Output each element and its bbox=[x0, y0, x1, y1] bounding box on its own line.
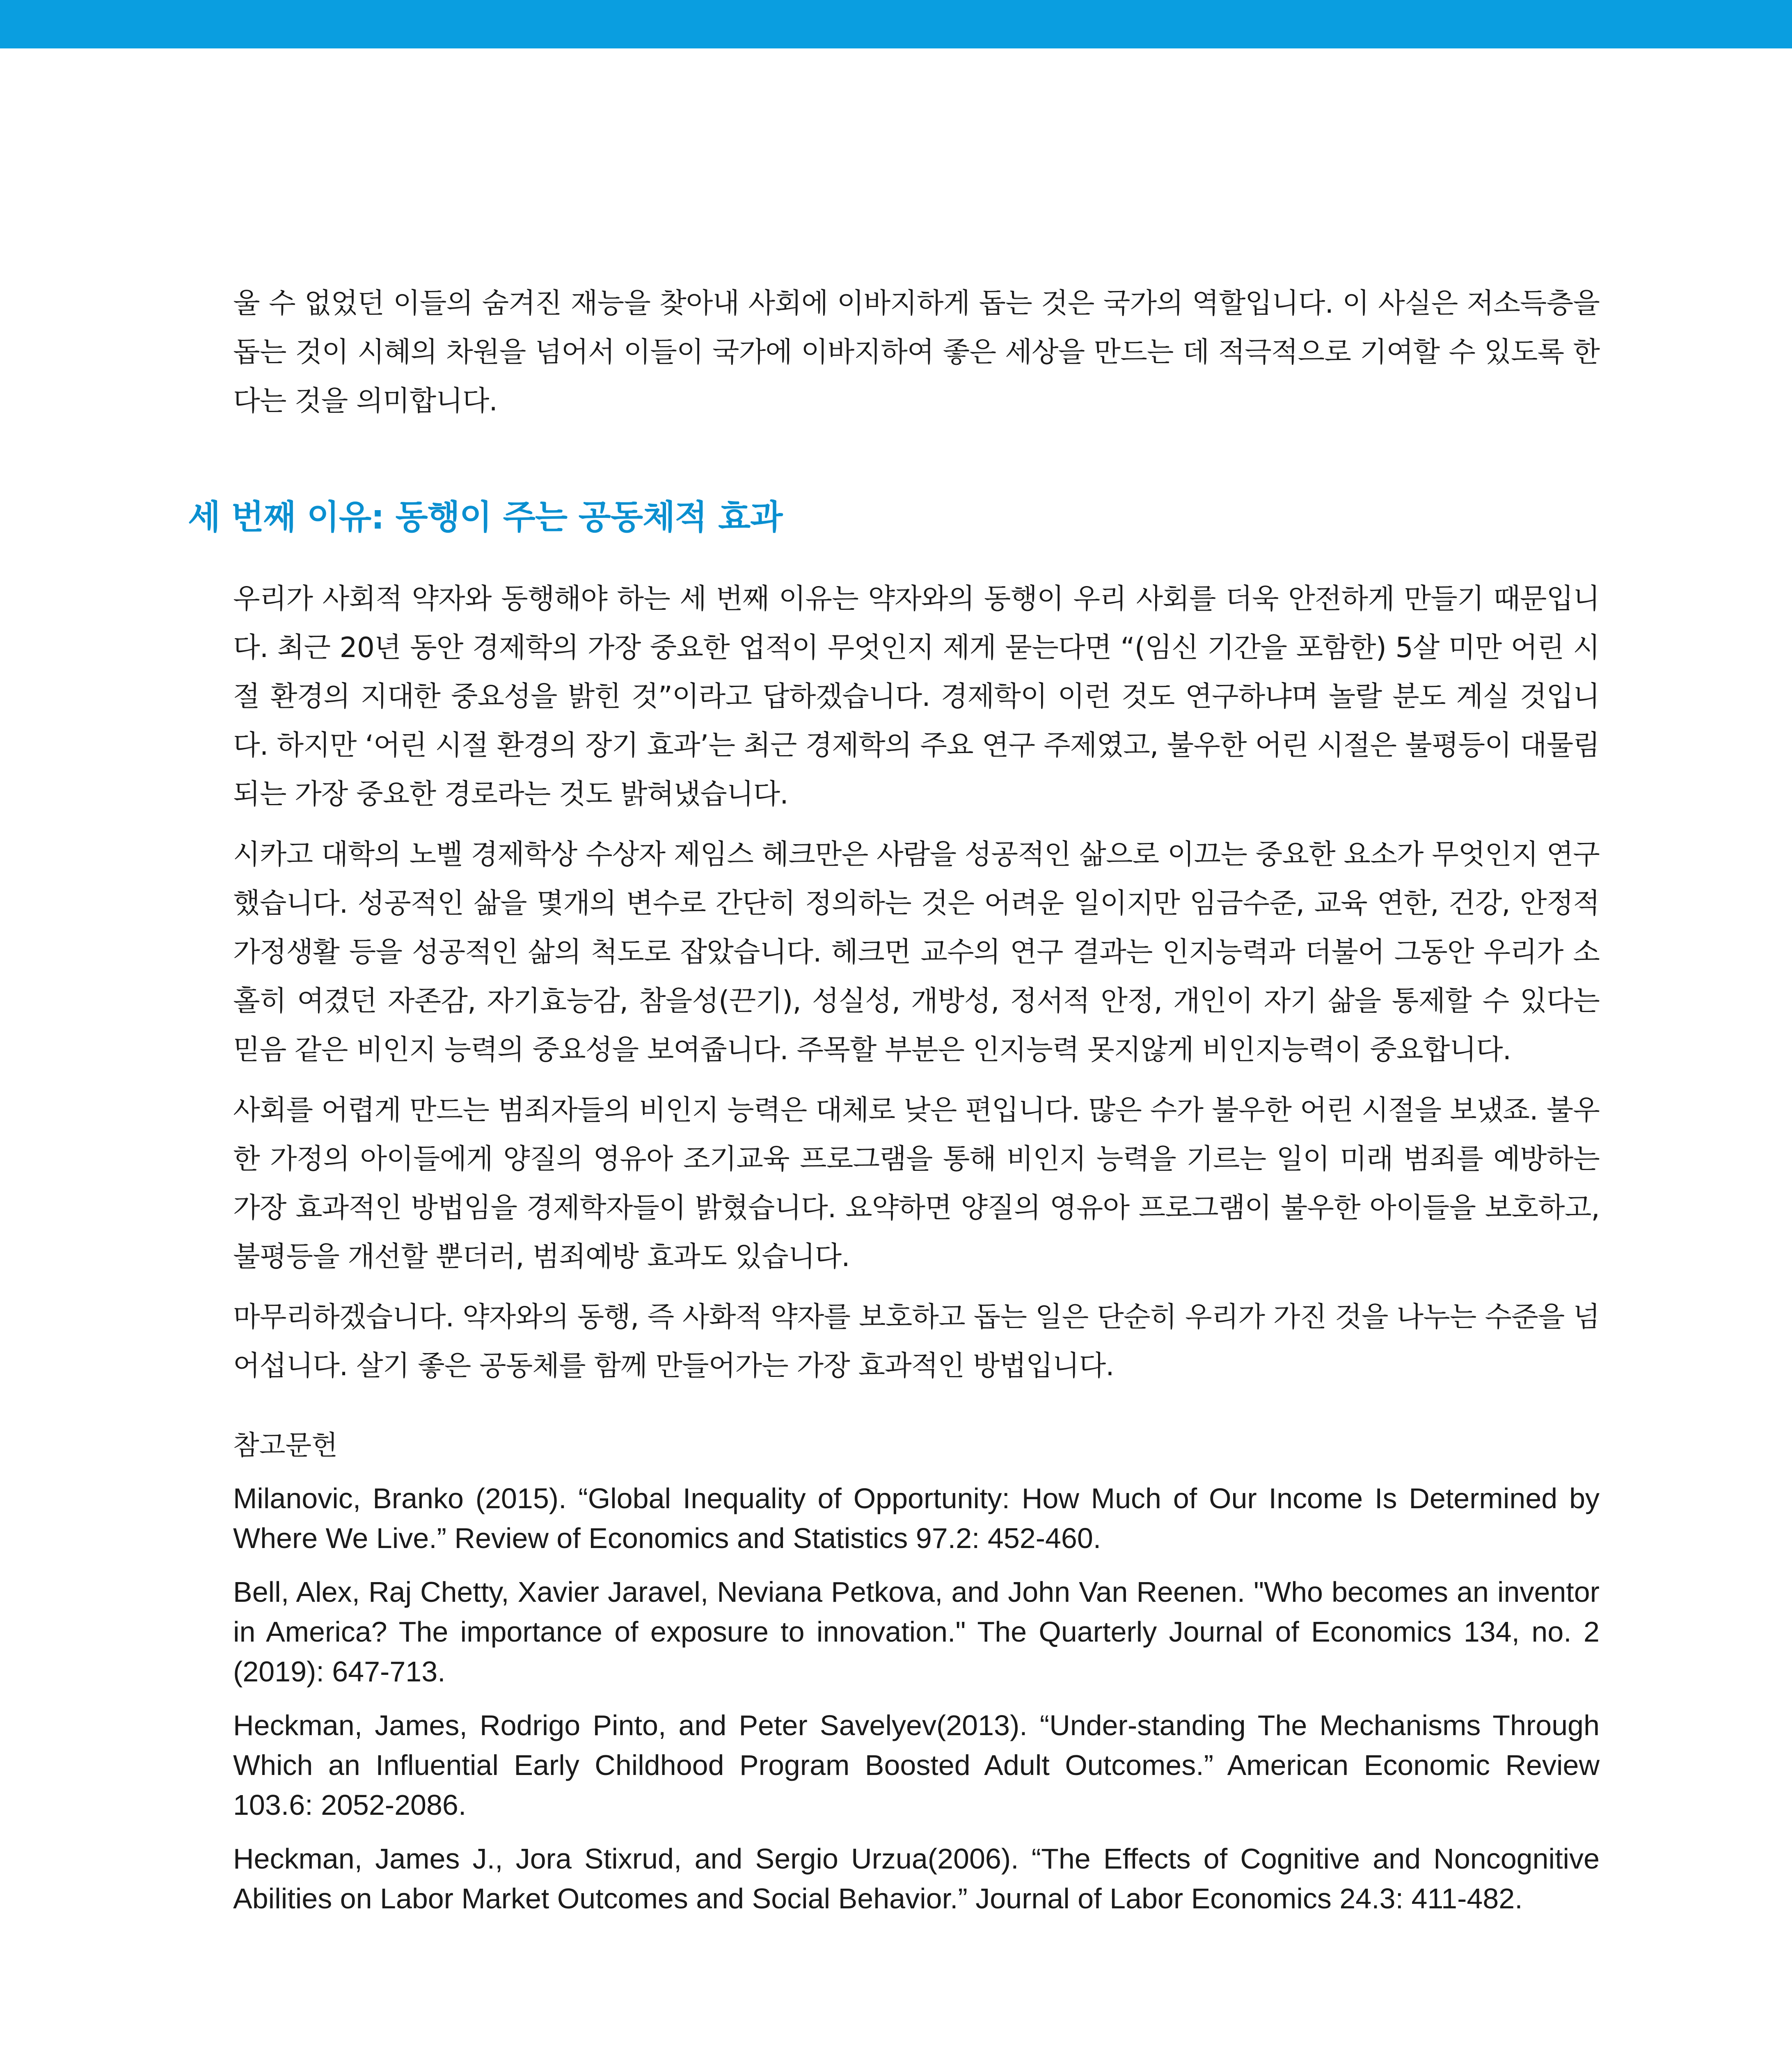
article-body bbox=[233, 279, 1600, 437]
reference-item: Heckman, James J., Jora Stixrud, and Sergio Urzua(2006). “The Effects of Cognitive and Noncognitive Abilities on Labor Market Outcomes and Social Behavior.” Journal of Labor Economics 24.3: 411-482. bbox=[233, 1843, 1600, 1915]
paragraph: 사회를 어렵게 만드는 범죄자들의 비인지 능력은 대체로 낮은 편입니다. 많은 수가 불우한 어린 시절을 보냈죠. 불우한 가정의 아이들에게 양질의 영유아 조기교육 프로그램을 통해 비인지 능력을 기르는 일이 미래 범죄를 예방하는 가장 효과적인 방법임을 경제학자들이 밝혔습니다. 요약하면 양질의 영유아 프로그램이 불우한 아이들을 보호하고, 불평등을 개선할 뿐더러, 범죄예방 효과도 있습니다. bbox=[233, 1094, 1600, 1273]
reference-item: Milanovic, Branko (2015). “Global Inequality of Opportunity: How Much of Our Income Is Determined by Where We Live.” Review of Economics and Statistics 97.2: 452-460. bbox=[233, 1482, 1600, 1554]
section-title: 세 번째 이유: 동행이 주는 공동체적 효과 bbox=[188, 498, 783, 537]
paragraph: 우리가 사회적 약자와 동행해야 하는 세 번째 이유는 약자와의 동행이 우리 사회를 더욱 안전하게 만들기 때문입니다. 최근 20년 동안 경제학의 가장 중요한 업적이 무엇인지 제게 묻는다면 “(임신 기간을 포함한) 5살 미만 어린 시절 환경의 지대한 중요성을 밝힌 것”이라고 답하겠습니다. 경제학이 이런 것도 연구하냐며 놀랄 분도 계실 것입니다. 하지만 ‘어린 시절 환경의 장기 효과’는 최근 경제학의 주요 연구 주제였고, 불우한 어린 시절은 불평등이 대물림되는 가장 중요한 경로라는 것도 밝혀냈습니다. bbox=[233, 583, 1600, 811]
article-section bbox=[233, 575, 1600, 1933]
top-accent-bar bbox=[0, 0, 1792, 48]
paragraph: 시카고 대학의 노벨 경제학상 수상자 제임스 헤크만은 사람을 성공적인 삶으로 이끄는 중요한 요소가 무엇인지 연구했습니다. 성공적인 삶을 몇개의 변수로 간단히 정의하는 것은 어려운 일이지만 임금수준, 교육 연한, 건강, 안정적 가정생활 등을 성공적인 삶의 척도로 잡았습니다. 헤크먼 교수의 연구 결과는 인지능력과 더불어 그동안 우리가 소홀히 여겼던 자존감, 자기효능감, 참을성(끈기), 성실성, 개방성, 정서적 안정, 개인이 자기 삶을 통제할 수 있다는 믿음 같은 비인지 능력의 중요성을 보여줍니다. 주목할 부분은 인지능력 못지않게 비인지능력이 중요합니다. bbox=[233, 838, 1600, 1066]
reference-item: Bell, Alex, Raj Chetty, Xavier Jaravel, Neviana Petkova, and John Van Reenen. "Who becomes an inventor in America? The importance of exposure to innovation." The Quarterly Journal of Economics 134, no. 2 (2019): 647-713. bbox=[233, 1576, 1600, 1688]
references-title: 참고문헌 bbox=[233, 1429, 338, 1461]
paragraph: 마무리하겠습니다. 약자와의 동행, 즉 사화적 약자를 보호하고 돕는 일은 단순히 우리가 가진 것을 나누는 수준을 넘어섭니다. 살기 좋은 공동체를 함께 만들어가는 가장 효과적인 방법입니다. bbox=[233, 1301, 1600, 1382]
reference-item: Heckman, James, Rodrigo Pinto, and Peter Savelyev(2013). “Under-standing The Mechanisms Through Which an Influential Early Childhood Program Boosted Adult Outcomes.” American Economic Review 103.6: 2052-2086. bbox=[233, 1709, 1600, 1821]
intro-paragraph: 울 수 없었던 이들의 숨겨진 재능을 찾아내 사회에 이바지하게 돕는 것은 국가의 역할입니다. 이 사실은 저소득층을 돕는 것이 시혜의 차원을 넘어서 이들이 국가에 이바지하여 좋은 세상을 만드는 데 적극적으로 기여할 수 있도록 한다는 것을 의미합니다. bbox=[233, 287, 1600, 417]
